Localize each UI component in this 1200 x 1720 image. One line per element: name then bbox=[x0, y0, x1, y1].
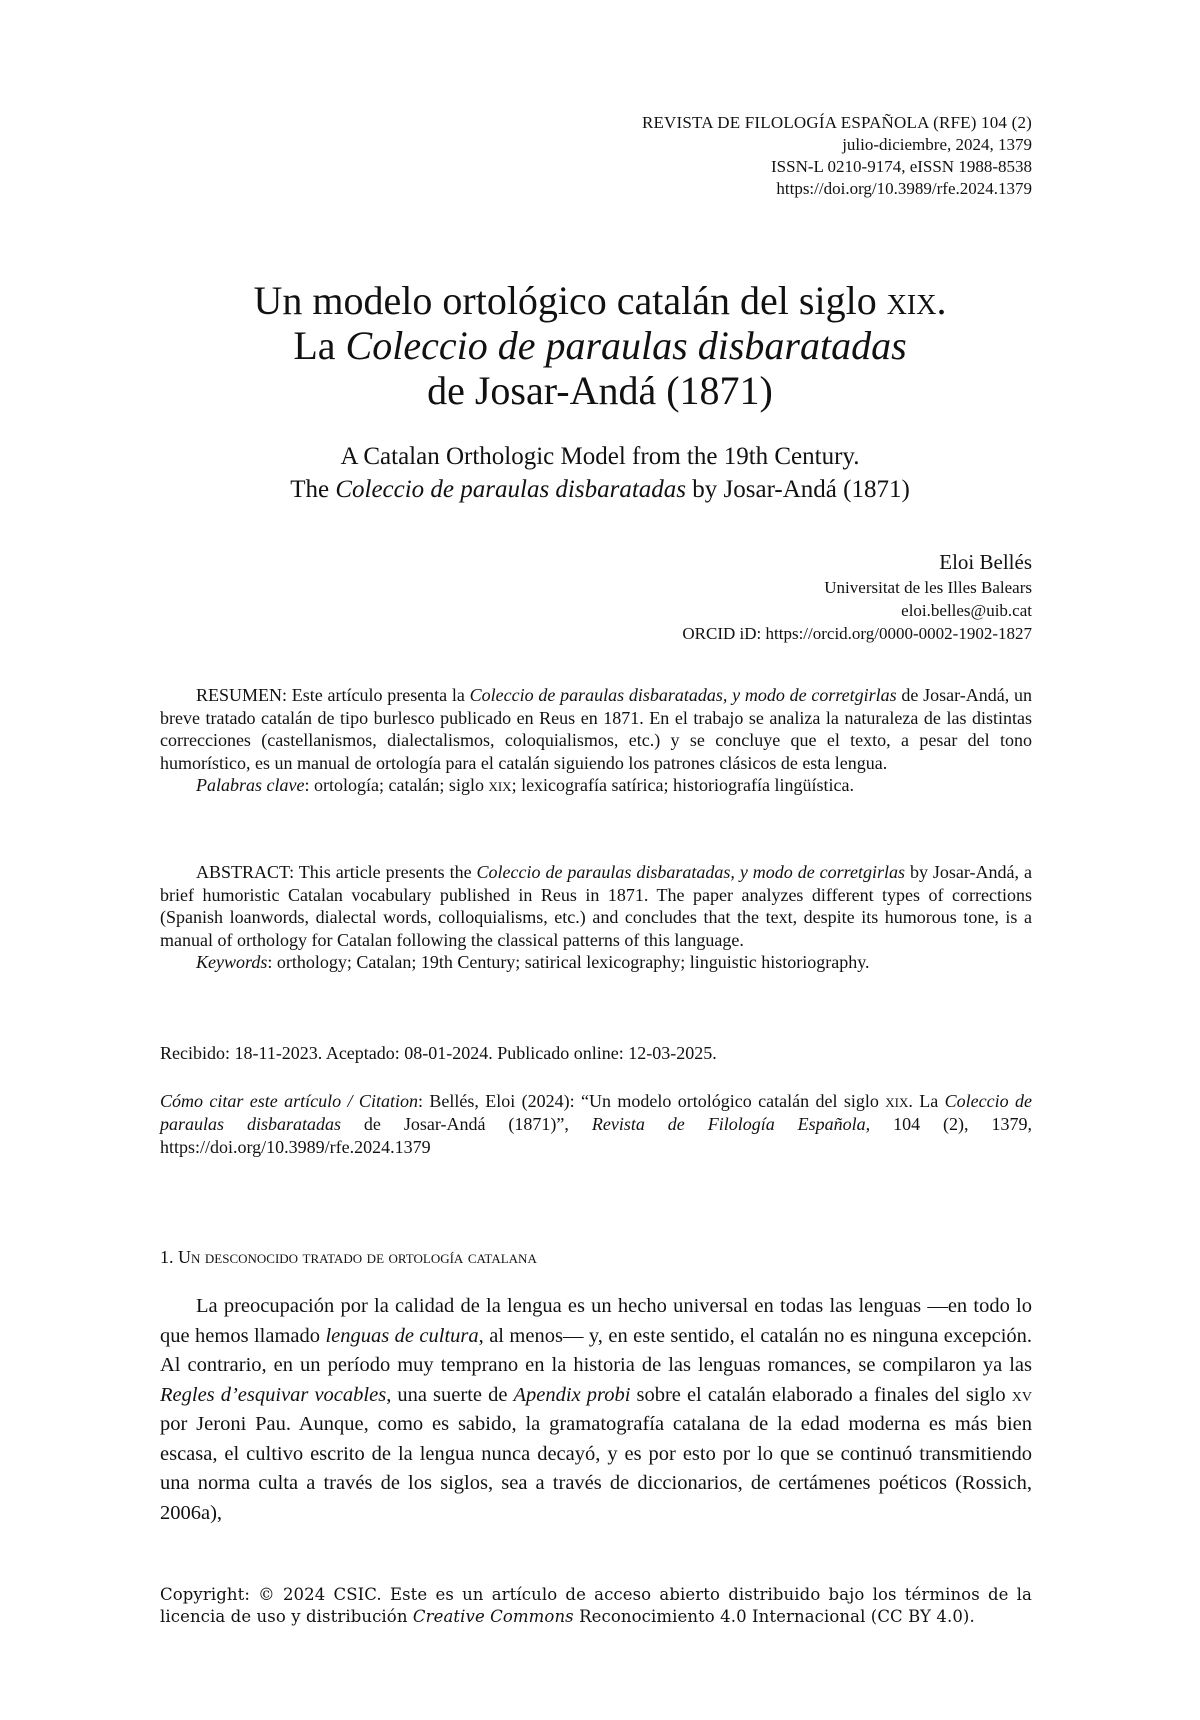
journal-doi[interactable]: https://doi.org/10.3989/rfe.2024.1379 bbox=[776, 179, 1032, 198]
resumen-text: RESUMEN: Este artículo presenta la Coleccio de paraulas disbaratadas, y modo de corretgirlas de Josar-Andá, un breve tratado catalán de tipo burlesco publicado en Reus en 1871. En el trabajo se analiza la naturaleza de las distintas correcciones (castellanismos, dialectalismos, coloquialismos, etc.) y se concluye que el texto, a pesar del tono humorístico, es un manual de ortología para el catalán siguiendo los patrones clásicos de esta lengua. bbox=[160, 685, 1033, 773]
abstract-keywords: Keywords: orthology; Catalan; 19th Century; satirical lexicography; linguistic historiography. bbox=[196, 952, 870, 973]
title-line-3: de Josar-Andá (1871) bbox=[427, 368, 773, 413]
title-work: Coleccio de paraulas disbaratadas bbox=[345, 323, 907, 368]
journal-header bbox=[642, 112, 1032, 200]
journal-name: REVISTA DE FILOLOGÍA ESPAÑOLA (RFE) 104 (2) bbox=[641, 113, 1032, 132]
author-info bbox=[682, 548, 1032, 645]
author-orcid[interactable]: ORCID iD: https://orcid.org/0000-0002-1902-1827 bbox=[682, 624, 1032, 643]
author-email[interactable]: eloi.belles@uib.cat bbox=[901, 601, 1032, 620]
section-heading: 1. Un desconocido tratado de ortología catalana bbox=[160, 1247, 537, 1267]
journal-issn: ISSN-L 0210-9174, eISSN 1988-8538 bbox=[771, 157, 1032, 176]
article-subtitle bbox=[160, 440, 1040, 506]
title-century: xix bbox=[886, 278, 937, 323]
resumen-keywords: Palabras clave: ortología; catalán; siglo xix; lexicografía satírica; historiografía lingüística. bbox=[196, 775, 854, 796]
resumen-section bbox=[160, 684, 1032, 797]
abstract-section bbox=[160, 861, 1032, 974]
abstract-text: ABSTRACT: This article presents the Coleccio de paraulas disbaratadas, y modo de corretgirlas by Josar-Andá, a brief humoristic Catalan vocabulary published in Reus in 1871. The paper analyzes different types of corrections (Spanish loanwords, dialectal words, colloquialisms, etc.) and concludes that the text, despite its humorous tone, is a manual of orthology for Catalan following the classical patterns of this language. bbox=[160, 862, 1032, 950]
subtitle-line-2: The Coleccio de paraulas disbaratadas by Josar-Andá (1871) bbox=[290, 476, 910, 503]
copyright-notice: Copyright: © 2024 CSIC. Este es un artículo de acceso abierto distribuido bajo los términos de la licencia de uso y distribución Creative Commons Reconocimiento 4.0 Internacional (CC BY 4.0). bbox=[160, 1585, 1032, 1626]
title-line-2: La Coleccio de paraulas disbaratadas bbox=[293, 323, 907, 368]
subtitle-line-1: A Catalan Orthologic Model from the 19th Century. bbox=[340, 443, 860, 470]
journal-issue: julio-diciembre, 2024, 1379 bbox=[842, 135, 1032, 154]
body-text bbox=[160, 1292, 1032, 1528]
body-paragraph: La preocupación por la calidad de la lengua es un hecho universal en todas las lenguas —en todo lo que hemos llamado lenguas de cultura, al menos— y, en este sentido, el catalán no es ninguna excepción. Al contrario, en un período muy temprano en la historia de las lenguas romances, se compilaron ya las Regles d’esquivar vocables, una suerte de Apendix probi sobre el catalán elaborado a finales del siglo xv por Jeroni Pau. Aunque, como es sabido, la gramatografía catalana de la edad moderna es más bien escasa, el cultivo escrito de la lengua nunca decayó, y es por esto por lo que se continuó transmitiendo una norma culta a través de los siglos, sea a través de diccionarios, de certámenes poéticos (Rossich, 2006a), bbox=[160, 1295, 1033, 1524]
title-line-1: Un modelo ortológico catalán del siglo xix. bbox=[253, 278, 947, 323]
citation-label: Cómo citar este artículo / Citation bbox=[160, 1091, 418, 1111]
author-name: Eloi Bellés bbox=[939, 550, 1032, 574]
citation-block: Cómo citar este artículo / Citation: Bellés, Eloi (2024): “Un modelo ortológico catalán del siglo xix. La Coleccio de paraulas disbaratadas de Josar-Andá (1871)”, Revista de Filología Española, 104 (2), 1379, https://doi.org/10.3989/rfe.2024.1379 bbox=[160, 1091, 1032, 1157]
author-affiliation: Universitat de les Illes Balears bbox=[824, 578, 1032, 597]
publication-dates: Recibido: 18-11-2023. Aceptado: 08-01-2024. Publicado online: 12-03-2025. bbox=[160, 1043, 717, 1063]
article-title bbox=[160, 278, 1040, 413]
